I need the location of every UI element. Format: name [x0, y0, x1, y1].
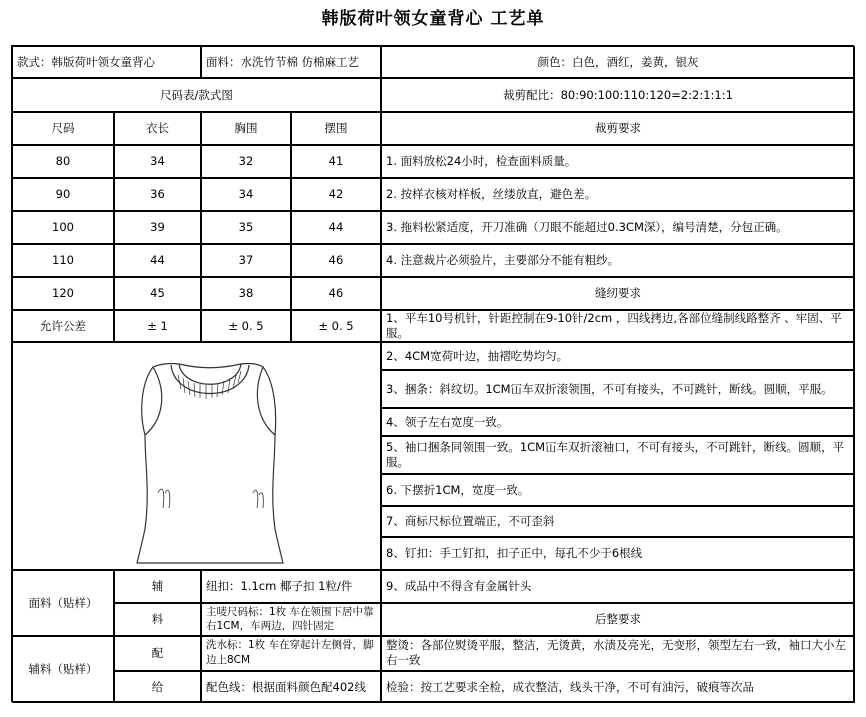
cut-requirement: 4. 注意裁片必须验片，主要部分不能有粗纱。: [381, 244, 855, 277]
hem-cell: 44: [291, 211, 381, 244]
document-title: 韩版荷叶领女童背心 工艺单: [321, 9, 545, 29]
tolerance-length: ± 1: [114, 310, 201, 342]
material-value: 纽扣：1.1cm 椰子扣 1粒/件: [201, 570, 381, 603]
cut-requirement: 3. 拖料松紧适度，开刀准确（刀眼不能超过0.3CM深），编号清楚，分包正确。: [381, 211, 855, 244]
chest-cell: 35: [201, 211, 291, 244]
material-key: 辅: [114, 570, 201, 603]
length-cell: 44: [114, 244, 201, 277]
fabric-sample-label: 面料（贴样）: [12, 570, 114, 636]
cut-requirement: 2. 按样衣核对样板，丝缕放直，避色差。: [381, 178, 855, 211]
tolerance-chest: ± 0. 5: [201, 310, 291, 342]
tolerance-label: 允许公差: [12, 310, 114, 342]
length-cell: 39: [114, 211, 201, 244]
ruffle-collar: [171, 365, 249, 394]
cut-requirements-title: 裁剪要求: [381, 112, 855, 145]
garment-sketch-cell: [12, 342, 381, 570]
trim-sample-label: 辅料（贴样）: [12, 636, 114, 703]
sewing-requirement: 6. 下摆折1CM，宽度一致。: [381, 474, 855, 506]
size-cell: 120: [12, 277, 114, 310]
material-value: 洗水标：1枚 车在穿起计左侧骨，脚边上8CM: [201, 636, 381, 671]
sewing-requirement: 3、捆条：斜纹切。1CM冚车双折滚领围，不可有接头，不可跳针，断线。圆顺，平服。: [381, 370, 855, 408]
material-key: 料: [114, 603, 201, 636]
sewing-requirements-title: 缝纫要求: [381, 277, 855, 310]
size-table-title: 尺码表/款式图: [12, 78, 381, 112]
sewing-requirement: 5、袖口捆条同领围一致。1CM冚车双折滚袖口，不可有接头，不可跳针，断线。圆顺，平服。: [381, 436, 855, 474]
material-value: 配色线：根据面料颜色配402线: [201, 671, 381, 703]
fabric-cell: 面料：水洗竹节棉 仿棉麻工艺: [201, 46, 381, 78]
material-value: 主唛尺码标：1枚 车在领围下居中靠右1CM，车两边，四针固定: [201, 603, 381, 636]
hem-cell: 41: [291, 145, 381, 178]
material-key: 给: [114, 671, 201, 703]
tolerance-hem: ± 0. 5: [291, 310, 381, 342]
tech-pack-sheet: [11, 45, 854, 702]
left-fold-mark: [158, 489, 170, 508]
finishing-requirement: 整烫：各部位熨烫平服，整洁，无烫黄，水渍及亮光，无变形，领型左右一致，袖口大小左右一致: [381, 636, 855, 671]
sewing-requirement: 2、4CM宽荷叶边，抽褶吃势均匀。: [381, 342, 855, 370]
hem-cell: 46: [291, 277, 381, 310]
colors-cell: 颜色：白色，酒红，姜黄，银灰: [381, 46, 855, 78]
chest-cell: 37: [201, 244, 291, 277]
tank-top-sketch: [13, 343, 380, 569]
finishing-requirement: 检验：按工艺要求全检，成衣整洁，线头干净，不可有油污，破痕等次品: [381, 671, 855, 703]
finishing-requirements-title: 后整要求: [381, 603, 855, 636]
size-header: 尺码: [12, 112, 114, 145]
sewing-requirement: 8、钉扣：手工钉扣，扣子正中，每孔不少于6根线: [381, 537, 855, 570]
length-cell: 34: [114, 145, 201, 178]
length-header: 衣长: [114, 112, 201, 145]
length-cell: 36: [114, 178, 201, 211]
material-key: 配: [114, 636, 201, 671]
hem-cell: 42: [291, 178, 381, 211]
chest-header: 胸围: [201, 112, 291, 145]
size-cell: 110: [12, 244, 114, 277]
size-cell: 80: [12, 145, 114, 178]
cut-ratio: 裁剪配比：80:90:100:110:120=2:2:1:1:1: [381, 78, 855, 112]
length-cell: 45: [114, 277, 201, 310]
sewing-requirement: 4、领子左右宽度一致。: [381, 408, 855, 436]
hem-header: 摆围: [291, 112, 381, 145]
right-armhole: [263, 367, 276, 435]
size-cell: 100: [12, 211, 114, 244]
sewing-requirement: 9、成品中不得含有金属针头: [381, 570, 855, 603]
ruffle-pleats: [178, 371, 241, 399]
left-armhole: [142, 367, 153, 435]
sewing-requirement: 7、商标尺标位置端正，不可歪斜: [381, 506, 855, 537]
cut-requirement: 1. 面料放松24小时，检查面料质量。: [381, 145, 855, 178]
size-cell: 90: [12, 178, 114, 211]
hem-cell: 46: [291, 244, 381, 277]
chest-cell: 32: [201, 145, 291, 178]
chest-cell: 38: [201, 277, 291, 310]
sewing-requirement: 1、平车10号机针，针距控制在9-10针/2cm ，四线拷边,各部位缝制线路整齐 、牢固、平服。: [381, 310, 855, 342]
chest-cell: 34: [201, 178, 291, 211]
style-cell: 款式：韩版荷叶领女童背心: [12, 46, 201, 78]
right-fold-mark: [253, 490, 263, 508]
